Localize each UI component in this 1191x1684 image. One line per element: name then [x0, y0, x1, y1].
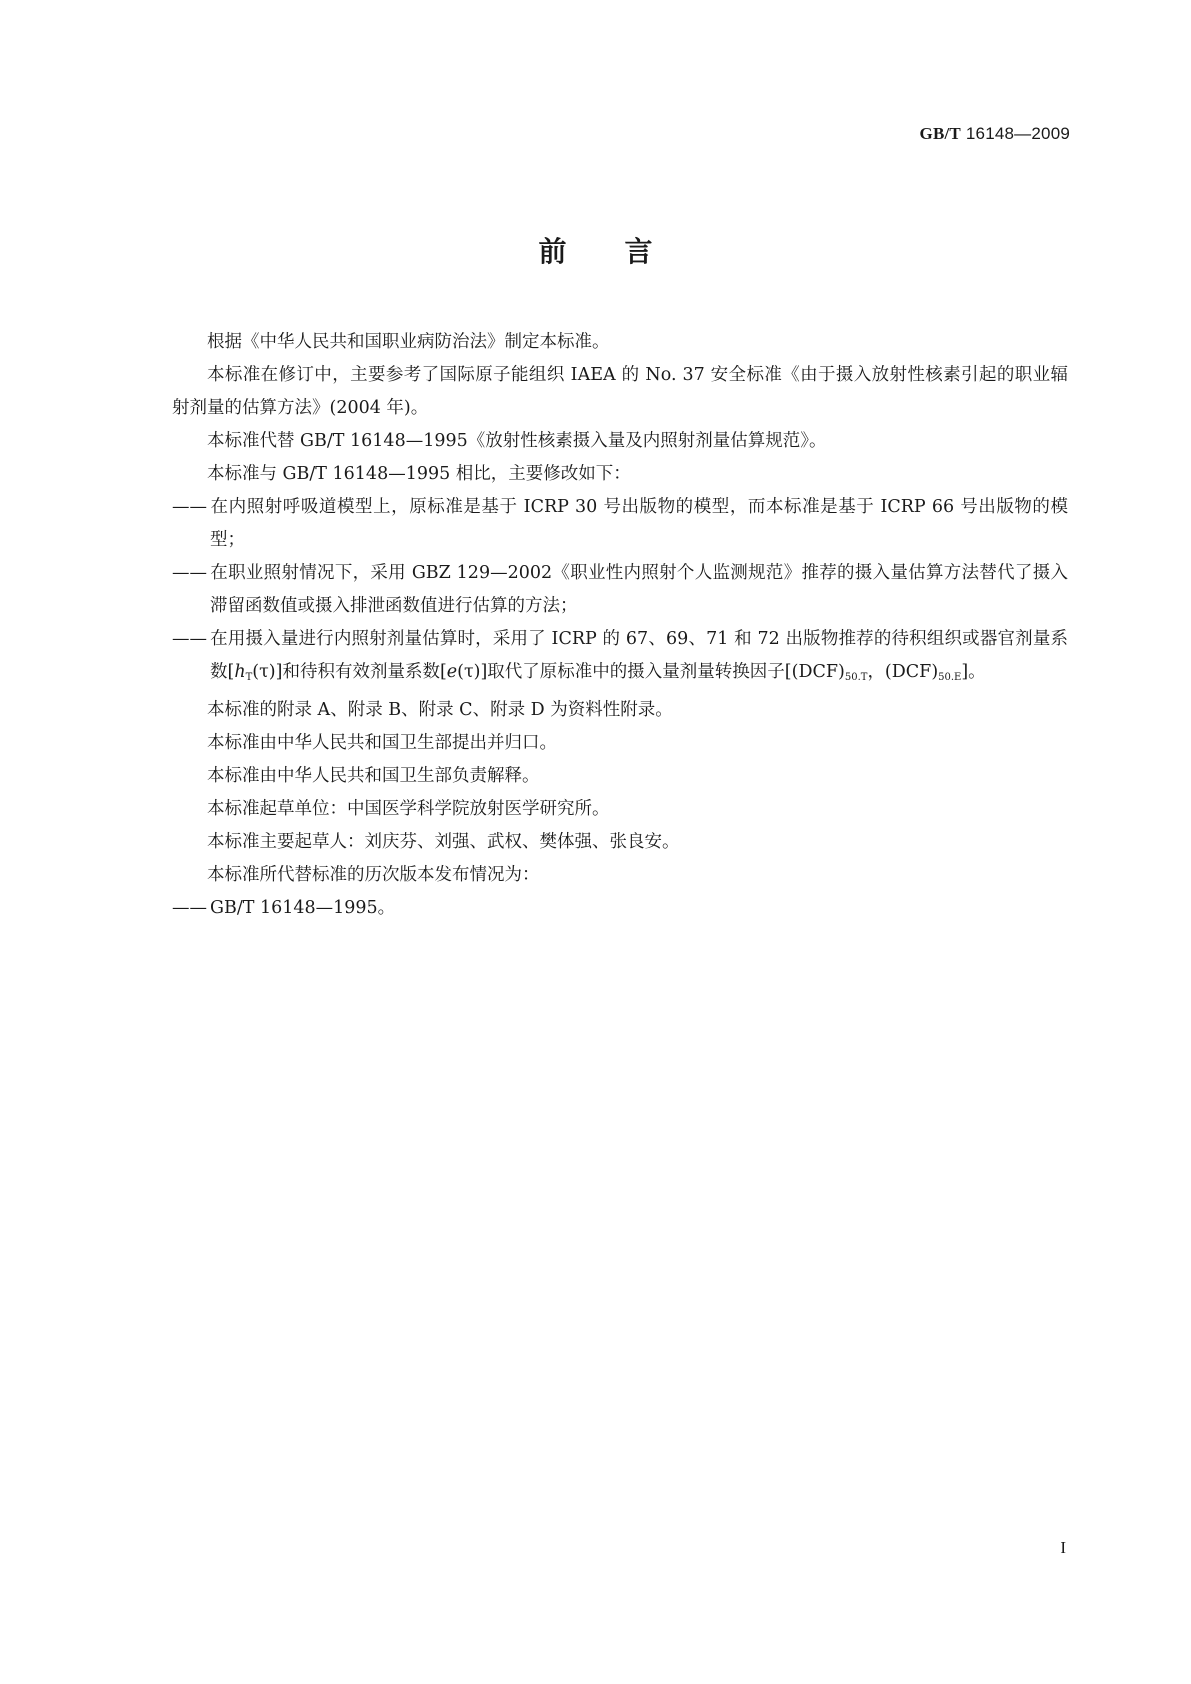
paragraph: 本标准在修订中，主要参考了国际原子能组织 IAEA 的 No. 37 安全标准《由于摄入放射性核素引起的职业辐射剂量的估算方法》(2004 年)。: [172, 365, 1068, 418]
list-item-text: ，(DCF): [867, 662, 939, 682]
list-item-text: GB/T 16148—1995。: [210, 898, 396, 918]
subscript: 50.E: [938, 672, 962, 683]
paragraph: 本标准的附录 A、附录 B、附录 C、附录 D 为资料性附录。: [207, 700, 673, 720]
subscript: T: [245, 672, 253, 683]
list-item: [172, 623, 1068, 694]
list-item-text: (τ)]取代了原标准中的摄入量剂量转换因子[(DCF): [457, 662, 845, 682]
page-title: 前言: [538, 235, 711, 268]
subscript: 50.T: [844, 672, 868, 683]
paragraph: 本标准代替 GB/T 16148—1995《放射性核素摄入量及内照射剂量估算规范》。: [207, 431, 827, 451]
dash-mark: ——: [172, 497, 207, 517]
paragraph: 本标准所代替标准的历次版本发布情况为：: [207, 865, 540, 885]
list-item-text: 在用摄入量进行内照射剂量估算时，采用了 ICRP 的 67、69、71 和 72 出版物推荐的待积组织或器官剂量系数[: [210, 629, 1068, 682]
list-item-text: ]。: [961, 662, 986, 682]
list-item-text: 在内照射呼吸道模型上，原标准是基于 ICRP 30 号出版物的模型，而本标准是基于 ICRP 66 号出版物的模型；: [210, 497, 1068, 550]
standard-code: 16148—2009: [965, 124, 1070, 143]
list-item: [172, 557, 1068, 623]
paragraph: 根据《中华人民共和国职业病防治法》制定本标准。: [207, 332, 610, 352]
dash-mark: ——: [172, 898, 207, 918]
standard-prefix: GB/T: [919, 124, 961, 143]
paragraph: 本标准由中华人民共和国卫生部提出并归口。: [207, 733, 557, 753]
paragraph: 本标准主要起草人：刘庆芬、刘强、武权、樊体强、张良安。: [207, 832, 680, 852]
dash-mark: ——: [172, 629, 207, 649]
list-item: [172, 892, 1068, 925]
list-item-text: (τ)]和待积有效剂量系数[: [252, 662, 447, 682]
page-number: I: [1060, 1538, 1066, 1557]
dash-mark: ——: [172, 563, 207, 583]
symbol-e: e: [446, 662, 458, 682]
paragraph: 本标准由中华人民共和国卫生部负责解释。: [207, 766, 540, 786]
standard-number: [920, 124, 1070, 144]
paragraph: 本标准起草单位：中国医学科学院放射医学研究所。: [207, 799, 610, 819]
document-body: [172, 326, 1068, 925]
list-item-text: 在职业照射情况下，采用 GBZ 129—2002《职业性内照射个人监测规范》推荐的摄入量估算方法替代了摄入滞留函数值或摄入排泄函数值进行估算的方法；: [210, 563, 1068, 616]
symbol-h: h: [234, 662, 246, 682]
list-item: [172, 491, 1068, 557]
paragraph: 本标准与 GB/T 16148—1995 相比，主要修改如下：: [207, 464, 631, 484]
